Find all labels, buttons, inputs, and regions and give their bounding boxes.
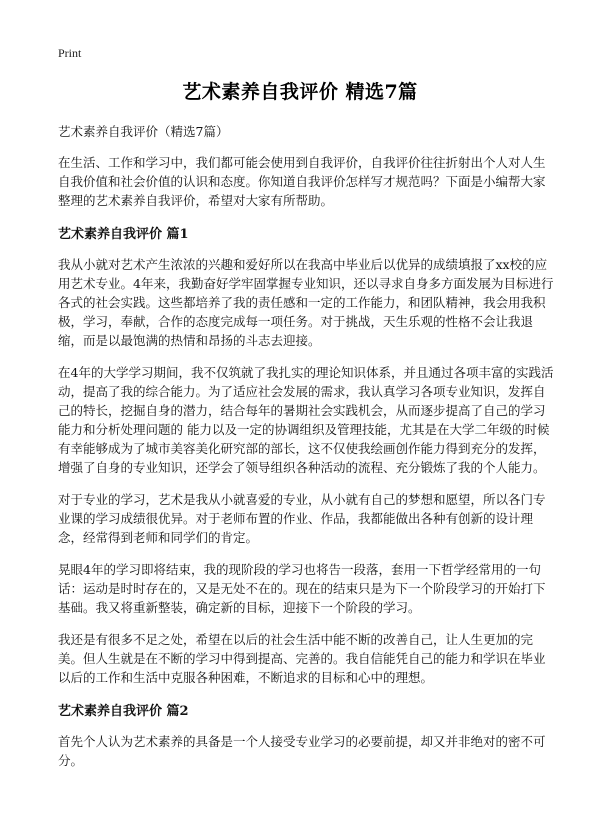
document-title: 艺术素养自我评价 精选7篇 [182, 81, 418, 103]
body-paragraph: 晃眼4年的学习即将结束，我的现阶段的学习也将告一段落，套用一下哲学经常用的一句话：运动是时时存在的，又是无处不在的。现在的结束只是为下一个阶段学习的开始打下基础。我又将重新整装，确定新的目标，迎接下一个阶段的学习。 [58, 562, 546, 615]
body-paragraph: 我还是有很多不足之处，希望在以后的社会生活中能不断的改善自己，让人生更加的完美。但人生就是在不断的学习中得到提高、完善的。我自信能凭自己的能力和学识在毕业以后的工作和生活中克服各种困难，不断追求的目标和心中的理想。 [58, 632, 546, 685]
body-paragraph: 我从小就对艺术产生浓浓的兴趣和爱好所以在我高中毕业后以优异的成绩填报了xx校的应用艺术专业。4年来，我勤奋好学牢固掌握专业知识，还以寻求自身多方面发展为目标进行各式的社会实践。这些都培养了我的责任感和一定的工作能力，和团队精神，我会用我积极，学习，奉献，合作的态度完成每一项任务。对于挑战，天生乐观的性格不会让我退缩，而是以最饱满的热情和昂扬的斗志去迎接。 [58, 257, 554, 348]
body-paragraph: 首先个人认为艺术素养的具备是一个人接受专业学习的必要前提，却又并非绝对的密不可分。 [58, 734, 546, 768]
document-body [58, 153, 556, 783]
body-paragraph: 对于专业的学习，艺术是我从小就喜爱的专业，从小就有自己的梦想和愿望，所以各门专业课的学习成绩很优异。对于老师布置的作业、作品，我都能做出各种有创新的设计理念，经常得到老师和同学们的肯定。 [58, 492, 546, 545]
section-heading: 艺术素养自我评价 篇1 [58, 227, 189, 242]
print-link[interactable]: Print [58, 46, 82, 60]
document-subtitle: 艺术素养自我评价（精选7篇） [58, 124, 229, 139]
section-heading: 艺术素养自我评价 篇2 [58, 704, 189, 719]
body-paragraph: 在4年的大学学习期间，我不仅筑就了我扎实的理论知识体系，并且通过各项丰富的实践活动，提高了我的综合能力。为了适应社会发展的需求，我认真学习各项专业知识，发挥自己的特长，挖掘自身的潜力，结合每年的暑期社会实践机会，从而逐步提高了自己的学习能力和分析处理问题的 能力以及一定的协调组织及管理技能，尤其是在大学二年级的时候有幸能够成为了城市美容美化研究部的部长，这不仅使我绘画创作能力得到充分的发挥，增强了自身的专业知识，还学会了领导组织各种活动的流程、充分锻炼了我的个人能力。 [58, 365, 554, 475]
intro-paragraph: 在生活、工作和学习中，我们都可能会使用到自我评价，自我评价往往折射出个人对人生自我价值和社会价值的认识和态度。你知道自我评价怎样写才规范吗？下面是小编帮大家整理的艺术素养自我评价，希望对大家有所帮助。 [58, 155, 546, 208]
